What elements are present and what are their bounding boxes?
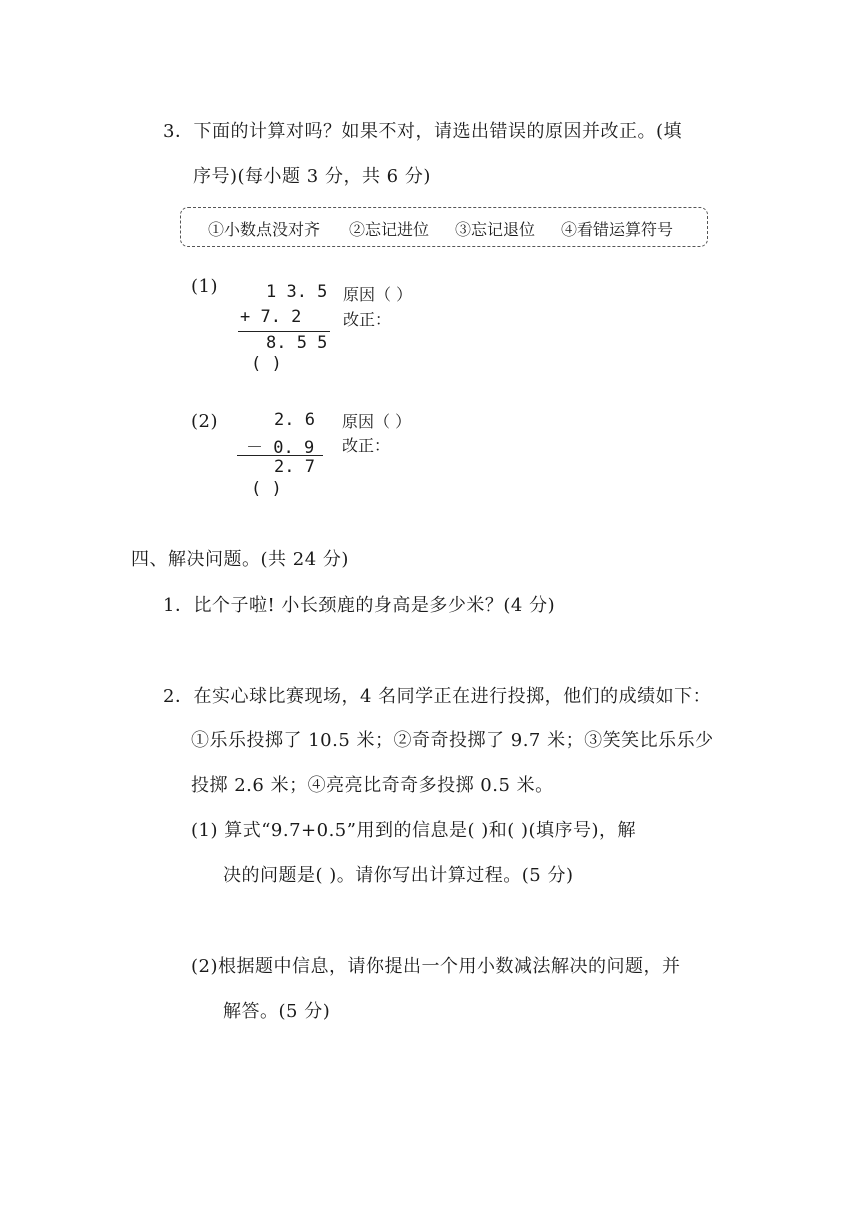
sub1-rule <box>238 331 330 332</box>
s4-q2-line1: 2．在实心球比赛现场，4 名同学正在进行投掷，他们的成绩如下： <box>163 686 712 707</box>
reasons-box <box>180 207 708 247</box>
sub2-result: 2. 7 <box>274 457 315 477</box>
section4-heading: 四、解决问题。(共 24 分) <box>131 549 349 570</box>
s4-q2-line3: 投掷 2.6 米；④亮亮比奇奇多投掷 0.5 米。 <box>191 775 554 796</box>
sub2-row2: － 0. 9 <box>246 438 315 458</box>
sub2-row1: 2. 6 <box>274 410 315 430</box>
reason-option-4: ④看错运算符号 <box>561 220 674 239</box>
sub1-answer-paren[interactable]: ( ) <box>251 354 282 374</box>
sub1-label: (1) <box>191 276 218 297</box>
s4-q2-sub1-line1: (1) 算式“9.7+0.5”用到的信息是( )和( )(填序号)，解 <box>191 820 637 841</box>
sub1-row1: 1 3. 5 <box>266 282 328 302</box>
reason-option-2: ②忘记进位 <box>349 220 430 239</box>
s4-q2-sub2-line2: 解答。(5 分) <box>223 1001 331 1022</box>
sub2-reason-label[interactable]: 原因（ ） <box>342 412 412 431</box>
sub1-correct-label: 改正： <box>343 310 392 329</box>
s4-q2-sub1-line2: 决的问题是( )。请你写出计算过程。(5 分) <box>223 865 574 886</box>
q3-line2: 序号)(每小题 3 分，共 6 分) <box>193 166 431 187</box>
s4-q2-line2: ①乐乐投掷了 10.5 米；②奇奇投掷了 9.7 米；③笑笑比乐乐少 <box>191 730 714 751</box>
sub2-rule <box>237 455 323 456</box>
reason-option-3: ③忘记退位 <box>455 220 536 239</box>
sub2-answer-paren[interactable]: ( ) <box>251 479 282 499</box>
sub2-label: (2) <box>191 411 218 432</box>
reason-option-1: ①小数点没对齐 <box>208 220 321 239</box>
q3-line1: 3．下面的计算对吗？如果不对，请选出错误的原因并改正。(填 <box>163 121 682 142</box>
sub1-row2: + 7. 2 <box>240 307 302 327</box>
sub2-correct-label: 改正： <box>342 436 391 455</box>
s4-q2-sub2-line1: (2)根据题中信息，请你提出一个用小数减法解决的问题，并 <box>191 956 681 977</box>
sub1-result: 8. 5 5 <box>266 333 328 353</box>
s4-q1: 1．比个子啦! 小长颈鹿的身高是多少米？(4 分) <box>163 595 556 616</box>
sub1-reason-label[interactable]: 原因（ ） <box>343 285 413 304</box>
